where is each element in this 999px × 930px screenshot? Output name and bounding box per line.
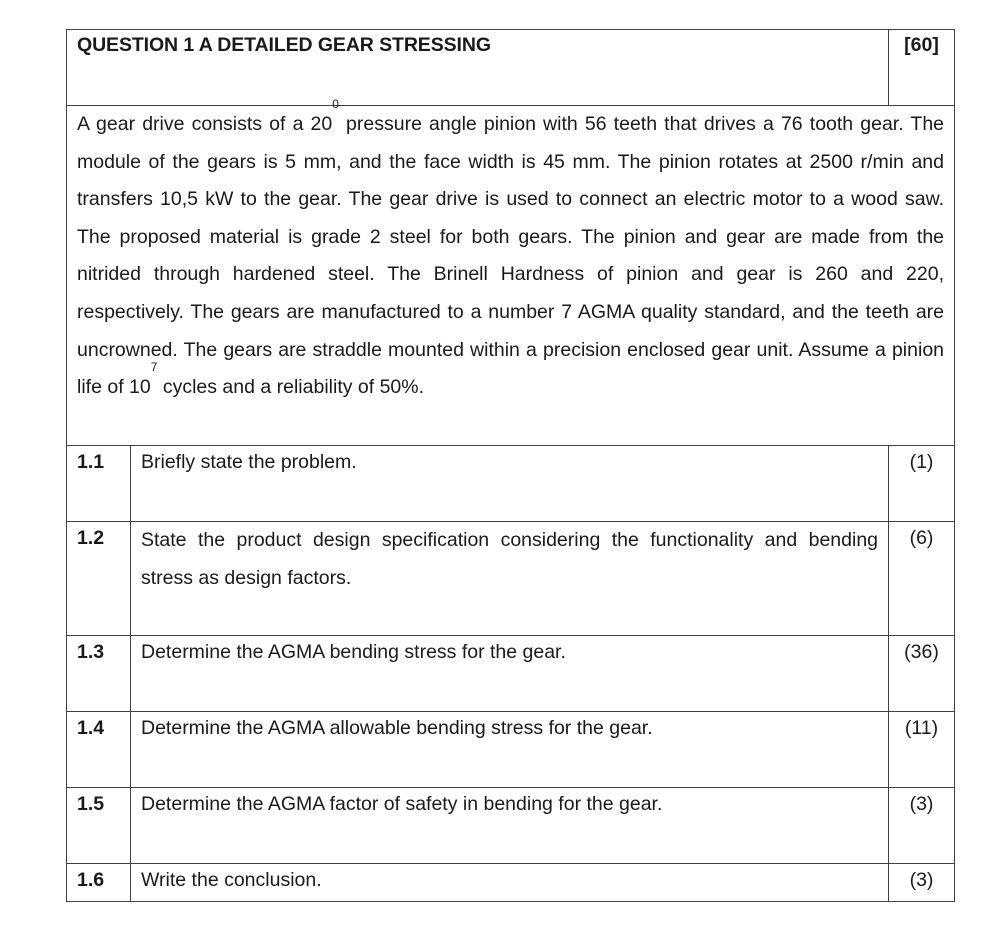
subquestion-text: Determine the AGMA factor of safety in bending for the gear.: [131, 788, 889, 864]
subquestion-number: 1.6: [67, 864, 131, 902]
degree-superscript: 0: [332, 97, 339, 111]
subquestion-row: [67, 712, 955, 788]
subquestion-number: 1.4: [67, 712, 131, 788]
subquestion-text: Briefly state the problem.: [131, 446, 889, 522]
question-paragraph: [67, 97, 955, 446]
subquestion-row: [67, 864, 955, 902]
subquestion-marks: (1): [889, 446, 955, 522]
subquestion-marks: (6): [889, 522, 955, 636]
subquestion-marks: (3): [889, 864, 955, 902]
exponent-superscript: 7: [150, 360, 158, 375]
subquestion-number: 1.5: [67, 788, 131, 864]
subquestion-number: 1.1: [67, 446, 131, 522]
subquestion-row: [67, 788, 955, 864]
subquestion-marks: (3): [889, 788, 955, 864]
paragraph-part-3: cycles and a reliability of 50%.: [157, 376, 425, 399]
paragraph-part-1: A gear drive consists of a 20: [77, 113, 333, 135]
subquestion-text: Write the conclusion.: [131, 864, 889, 902]
question-paragraph-row: [67, 106, 955, 446]
paragraph-part-2: pressure angle pinion with 56 teeth that drives a 76 tooth gear. The module of the gears is 5 mm, and the face width is 45 mm. The pinion rotates at 2500 r/min and transfers 10,5 kW to the gear. The gear drive is used to connect an electric motor to a wood saw. The proposed material is grade 2 steel for both gears. The pinion and gear are made from the nitrided through hardened steel. The Brinell Hardness of pinion and gear is 260 and 220, respectively. The gears are manufactured to a number 7 AGMA quality standard, and the teeth are uncrowned. The gears are straddle mounted within a precision enclosed gear unit. Assume a pinion life of 10: [77, 113, 945, 399]
subquestion-text: Determine the AGMA allowable bending stress for the gear.: [131, 712, 889, 788]
subquestion-row: [67, 446, 955, 522]
question-total-marks: [60]: [889, 30, 955, 106]
subquestion-marks: (36): [889, 636, 955, 712]
question-title: QUESTION 1 A DETAILED GEAR STRESSING: [67, 30, 889, 106]
subquestion-row: [67, 636, 955, 712]
subquestion-text: State the product design specification considering the functionality and bending stress as design factors.: [131, 522, 889, 636]
question-header-row: [67, 30, 955, 106]
question-table: [66, 29, 955, 902]
subquestion-number: 1.3: [67, 636, 131, 712]
subquestion-row: [67, 522, 955, 636]
subquestion-number: 1.2: [67, 522, 131, 636]
subquestion-marks: (11): [889, 712, 955, 788]
subquestion-text: Determine the AGMA bending stress for the gear.: [131, 636, 889, 712]
